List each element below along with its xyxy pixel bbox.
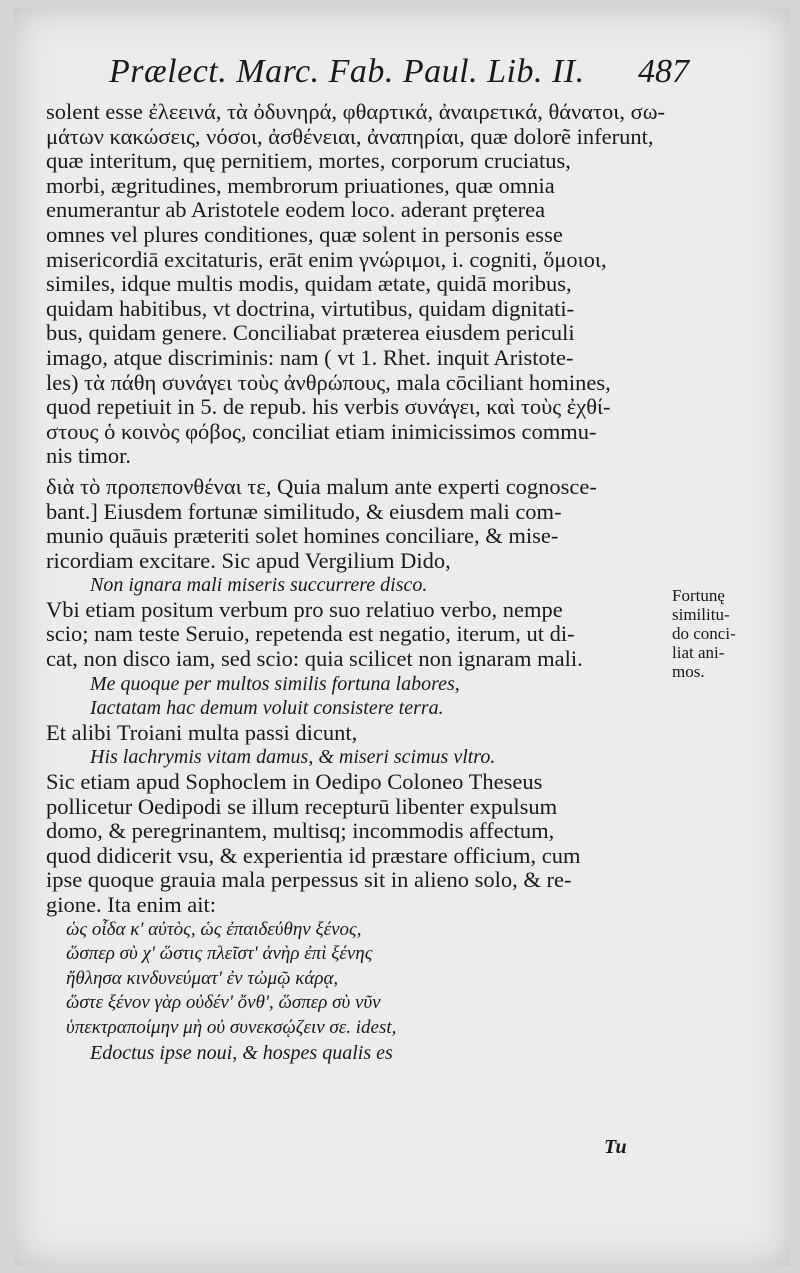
marginal-note-line: liat ani-: [672, 643, 725, 662]
text-line: quod didicerit vsu, & experientia id præstare officium, cum: [46, 842, 581, 868]
text-line: omnes vel plures conditiones, quæ solent in personis esse: [46, 221, 563, 247]
text-line: imago, atque discriminis: nam ( vt 1. Rhet. inquit Aristote-: [46, 344, 574, 370]
greek-verse-line: ὡς οἶδα κ' αὐτὸς, ὡς ἐπαιδεύθην ξένος,: [66, 918, 362, 940]
text-line: Sic etiam apud Sophoclem in Oedipo Coloneo Theseus: [46, 769, 543, 795]
marginal-note-line: mos.: [672, 662, 705, 681]
text-line: scio; nam teste Seruio, repetenda est negatio, iterum, ut di-: [46, 621, 575, 647]
text-line: solent esse ἐλεεινά, τὰ ὀδυνηρά, φθαρτικά, ἀναιρετικά, θάνατοι, σω-: [46, 99, 666, 124]
text-line: Vbi etiam positum verbum pro suo relatiuo verbo, nempe: [46, 596, 563, 622]
marginal-note-line: do conci-: [672, 624, 736, 643]
catchword: Tu: [604, 1136, 627, 1158]
text-line: munio quāuis præteriti solet homines conciliare, & mise-: [46, 523, 559, 549]
text-line: bus, quidam genere. Conciliabat præterea eiusdem periculi: [46, 320, 575, 346]
text-line: morbi, ægritudines, membrorum priuationes, quæ omnia: [46, 172, 555, 198]
text-line: gione. Ita enim ait:: [46, 892, 216, 917]
text-line: μάτων κακώσεις, νόσοι, ἀσθένειαι, ἀναπηρίαι, quæ dolorẽ inferunt,: [46, 123, 654, 149]
greek-verse-line: ἤθλησα κινδυνεύματ' ἐν τὠμῷ κάρᾳ,: [66, 967, 339, 989]
page-number: 487: [638, 53, 689, 90]
text-line: στους ὁ κοινὸς φόβος, conciliat etiam inimicissimos commu-: [46, 418, 597, 444]
book-page: [14, 8, 790, 1266]
text-line: misericordiā excitaturis, erāt enim γνώριμοι, i. cogniti, ὅμοιοι,: [46, 246, 607, 272]
text-line: cat, non disco iam, sed scio: quia scilicet non ignaram mali.: [46, 646, 583, 672]
running-head: Prælect. Marc. Fab. Paul. Lib. II.: [109, 53, 585, 90]
text-line: nis timor.: [46, 443, 132, 469]
text-line: ipse quoque grauia mala perpessus sit in alieno solo, & re-: [46, 867, 572, 893]
greek-verse-line: ὥσπερ σὺ χ' ὥστις πλεῖστ' ἀνὴρ ἐπὶ ξένης: [66, 943, 373, 965]
text-line: quod repetiuit in 5. de repub. his verbis συνάγει, καὶ τοὺς ἐχθί-: [46, 394, 611, 420]
text-line: domo, & peregrinantem, multisq; incommodis affectum,: [46, 818, 555, 844]
text-line: les) τὰ πάθη συνάγει τοὺς ἀνθρώπους, mala cōciliant homines,: [46, 369, 611, 395]
text-line: similes, idque multis modis, quidam ætate, quidā moribus,: [46, 271, 572, 297]
verse-line: His lachrymis vitam damus, & miseri scimus vltro.: [90, 746, 496, 769]
text-line: quæ interitum, quę pernitiem, mortes, corporum cruciatus,: [46, 148, 571, 174]
text-line: quidam habitibus, vt doctrina, virtutibus, quidam dignitati-: [46, 295, 575, 321]
verse-line: Edoctus ipse noui, & hospes qualis es: [90, 1041, 393, 1064]
text-line: pollicetur Oedipodi se illum recepturū libenter expulsum: [46, 793, 558, 819]
marginal-note: [672, 586, 752, 681]
greek-verse-line: ὑπεκτραποίμην μὴ οὐ συνεκσῴζειν σε. idest,: [66, 1016, 397, 1038]
verse-line: Non ignara mali miseris succurrere disco.: [90, 574, 428, 597]
text-line: enumerantur ab Aristotele eodem loco. aderant prȩterea: [46, 197, 546, 223]
text-line: Et alibi Troiani multa passi dicunt,: [46, 719, 358, 745]
marginal-note-line: Fortunę: [672, 586, 725, 605]
verse-line: Me quoque per multos similis fortuna labores,: [90, 672, 460, 695]
greek-verse-line: ὥστε ξένον γὰρ οὐδέν' ὄνθ', ὥσπερ σὺ νῦν: [66, 992, 381, 1014]
text-line: διὰ τὸ προπεπονθέναι τε, Quia malum ante experti cognosce-: [46, 473, 597, 499]
text-line: bant.] Eiusdem fortunæ similitudo, & eiusdem mali com-: [46, 498, 562, 524]
verse-line: Iactatam hac demum voluit consistere terra.: [90, 697, 444, 720]
text-line: ricordiam excitare. Sic apud Vergilium Dido,: [46, 547, 451, 573]
marginal-note-line: similitu-: [672, 605, 730, 624]
main-text-block: [46, 100, 666, 1065]
page-header: [109, 53, 689, 99]
